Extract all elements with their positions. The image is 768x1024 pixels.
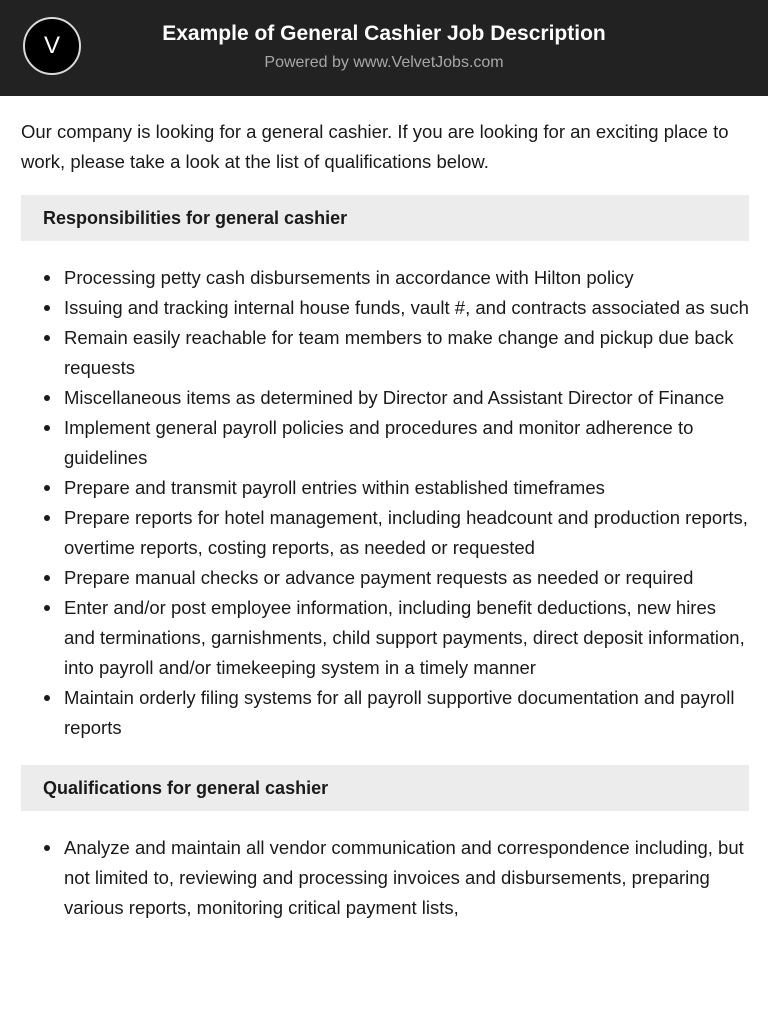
bullet-icon [44, 515, 50, 521]
list-item-text: Enter and/or post employee information, including benefit deductions, new hires and terminations, garnishments, child support payments, direct deposit information, into payroll and/or timekeeping system in a timely manner [64, 597, 745, 678]
list-item [64, 473, 749, 503]
list-item-text: Remain easily reachable for team members to make change and pickup due back requests [64, 327, 734, 378]
list-item-text: Processing petty cash disbursements in accordance with Hilton policy [64, 267, 634, 288]
bullet-icon [44, 695, 50, 701]
list-item [64, 683, 749, 743]
list-item-text: Prepare and transmit payroll entries within established timeframes [64, 477, 605, 498]
qualifications-list [21, 833, 749, 923]
list-item [64, 383, 749, 413]
list-item-text: Analyze and maintain all vendor communication and correspondence including, but not limited to, reviewing and processing invoices and disbursements, preparing various reports, monitoring critical payment lists, [64, 837, 744, 918]
list-item-text: Implement general payroll policies and procedures and monitor adherence to guidelines [64, 417, 694, 468]
list-item [64, 503, 749, 563]
page-header [0, 0, 768, 96]
bullet-icon [44, 335, 50, 341]
list-item [64, 563, 749, 593]
list-item-text: Prepare reports for hotel management, including headcount and production reports, overtime reports, costing reports, as needed or requested [64, 507, 748, 558]
bullet-icon [44, 605, 50, 611]
list-item [64, 413, 749, 473]
bullet-icon [44, 275, 50, 281]
responsibilities-heading: Responsibilities for general cashier [21, 195, 749, 241]
list-item-text: Issuing and tracking internal house funds, vault #, and contracts associated as such [64, 297, 749, 318]
list-item-text: Maintain orderly filing systems for all payroll supportive documentation and payroll reports [64, 687, 735, 738]
page-title: Example of General Cashier Job Description [162, 22, 606, 45]
list-item [64, 593, 749, 683]
bullet-icon [44, 425, 50, 431]
qualifications-heading: Qualifications for general cashier [21, 765, 749, 811]
logo-letter: V [29, 23, 75, 69]
list-item-text: Prepare manual checks or advance payment requests as needed or required [64, 567, 694, 588]
list-item [64, 323, 749, 383]
list-item [64, 293, 749, 323]
intro-paragraph: Our company is looking for a general cashier. If you are looking for an exciting place to work, please take a look at the list of qualifications below. [21, 121, 729, 172]
main-content [21, 117, 749, 923]
list-item [64, 833, 749, 923]
bullet-icon [44, 395, 50, 401]
bullet-icon [44, 485, 50, 491]
responsibilities-list [21, 263, 749, 743]
bullet-icon [44, 845, 50, 851]
bullet-icon [44, 575, 50, 581]
list-item [64, 263, 749, 293]
bullet-icon [44, 305, 50, 311]
page-subtitle: Powered by www.VelvetJobs.com [264, 54, 504, 71]
list-item-text: Miscellaneous items as determined by Director and Assistant Director of Finance [64, 387, 725, 408]
